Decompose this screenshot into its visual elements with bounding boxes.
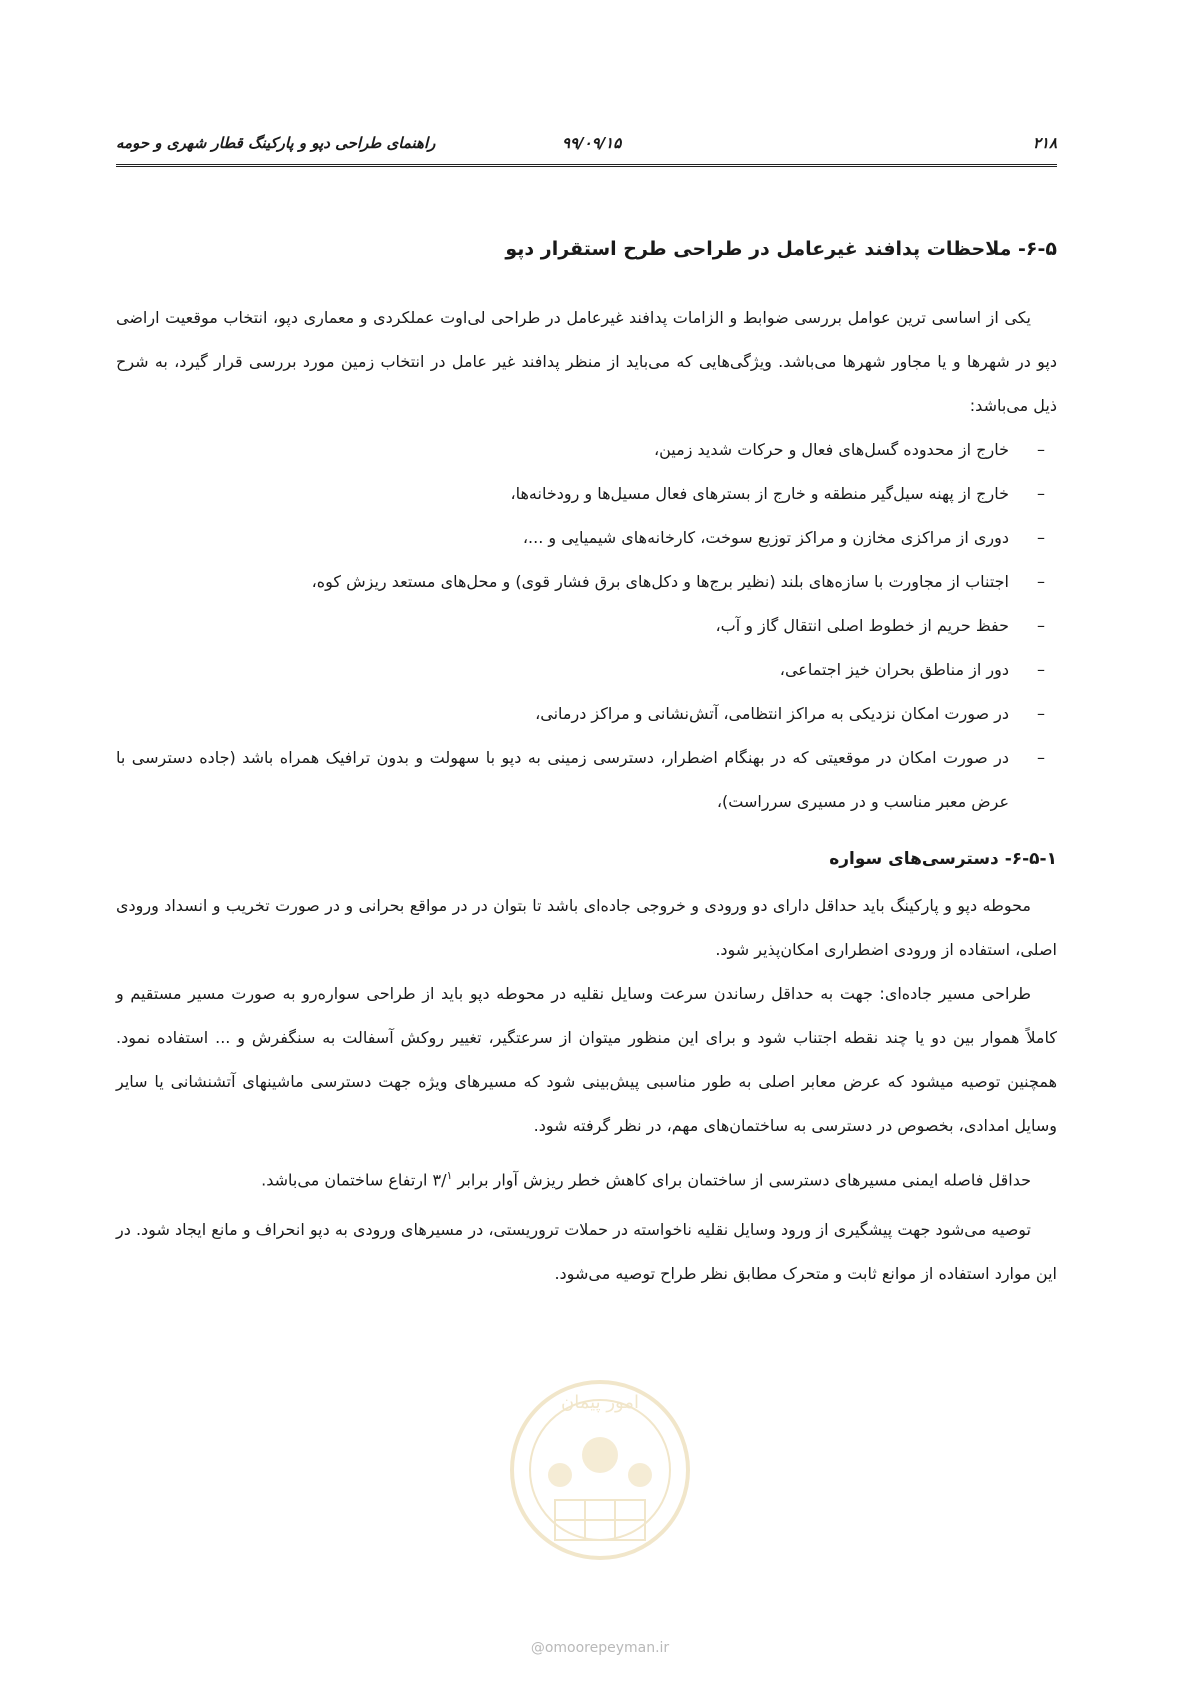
list-item: – در صورت امکان در موقعیتی که در بهنگام اضطرار، دسترسی زمینی به دپو با سهولت و بدون ترافیک همراه باشد (جاده دسترسی با عرض معبر مناسب و در مسیری سرراست)،: [116, 736, 1009, 824]
page-number: ۲۱۸: [1032, 134, 1057, 152]
list-item: – خارج از پهنه سیل‌گیر منطقه و خارج از بسترهای فعال مسیل‌ها و رودخانه‌ها،: [116, 472, 1009, 516]
section-heading: ۶-۵- ملاحظات پدافند غیرعامل در طراحی طرح استقرار دپو: [505, 238, 1057, 260]
paragraph: طراحی مسیر جاده‌ای: جهت به حداقل رساندن سرعت وسایل نقلیه در محوطه دپو باید از طراحی سواره‌رو به صورت مسیر مستقیم و کاملاً هموار بین دو یا چند نقطه اجتناب شود و برای این منظور میتوان از سرعتگیر، تغییر روکش آسفالت به سنگفرش و ... استفاده نمود. همچنین توصیه میشود که عرض معابر اصلی به طور مناسبی پیش‌بینی شود که مسیرهای ویژه جهت دسترسی ماشینهای آتشنشانی یا سایر وسایل امدادی، بخصوص در دسترسی به ساختمان‌های مهم، در نظر گرفته شود.: [116, 984, 1057, 1135]
criteria-list: [116, 428, 1057, 824]
page-content: [116, 234, 1057, 1296]
list-item: – دوری از مراکزی مخازن و مراکز توزیع سوخت، کارخانه‌های شیمیایی و ...،: [116, 516, 1009, 560]
section-intro: یکی از اساسی ترین عوامل بررسی ضوابط و الزامات پدافند غیرعامل در طراحی لی‌اوت عملکردی و معماری دپو، انتخاب موقعیت اراضی دپو در شهرها و یا مجاور شهرها می‌باشد. ویژگی‌هایی که می‌باید از منظر پدافند غیر عامل در انتخاب زمین مورد بررسی قرار گیرد، به شرح ذیل می‌باشد:: [116, 308, 1057, 415]
list-item: – دور از مناطق بحران خیز اجتماعی،: [116, 648, 1009, 692]
list-item: – اجتناب از مجاورت با سازه‌های بلند (نظیر برج‌ها و دکل‌های برق فشار قوی) و محل‌های مستعد ریزش کوه،: [116, 560, 1009, 604]
watermark-logo-text: امور پیمان: [561, 1392, 639, 1413]
list-item: – خارج از محدوده گسل‌های فعال و حرکات شدید زمین،: [116, 428, 1009, 472]
paragraph: محوطه دپو و پارکینگ باید حداقل دارای دو ورودی و خروجی جاده‌ای باشد تا بتوان در در مواقع بحرانی و در صورت تخریب و انسداد ورودی اصلی، استفاده از ورودی اضطراری امکان‌پذیر شود.: [116, 896, 1057, 959]
paragraph-text: حداقل فاصله ایمنی مسیرهای دسترسی از ساختمان برای کاهش خطر ریزش آوار برابر ۳/: [432, 1170, 1031, 1190]
subsection-heading: ۶-۵-۱- دسترسی‌های سواره: [829, 849, 1057, 869]
footnote-mark: ۱: [446, 1169, 453, 1182]
list-item: – در صورت امکان نزدیکی به مراکز انتظامی، آتش‌نشانی و مراکز درمانی،: [116, 692, 1009, 736]
list-item: – حفظ حریم از خطوط اصلی انتقال گاز و آب،: [116, 604, 1009, 648]
page-header: [116, 130, 1057, 167]
watermark-url: @omoorepeyman.ir: [530, 1640, 670, 1656]
header-title: راهنمای طراحی دپو و پارکینگ قطار شهری و حومه: [116, 134, 436, 152]
header-date: ۹۹/۰۹/۱۵: [562, 134, 622, 152]
paragraph: [116, 1154, 1057, 1202]
watermark-logo-icon: [500, 1360, 700, 1590]
paragraph-text: ارتفاع ساختمان می‌باشد.: [261, 1170, 433, 1190]
paragraph: توصیه می‌شود جهت پیشگیری از ورود وسایل نقلیه ناخواسته در حملات تروریستی، در مسیرهای ورودی به دپو انحراف و مانع ایجاد شود. در این موارد استفاده از موانع ثابت و متحرک مطابق نظر طراح توصیه می‌شود.: [116, 1220, 1057, 1284]
